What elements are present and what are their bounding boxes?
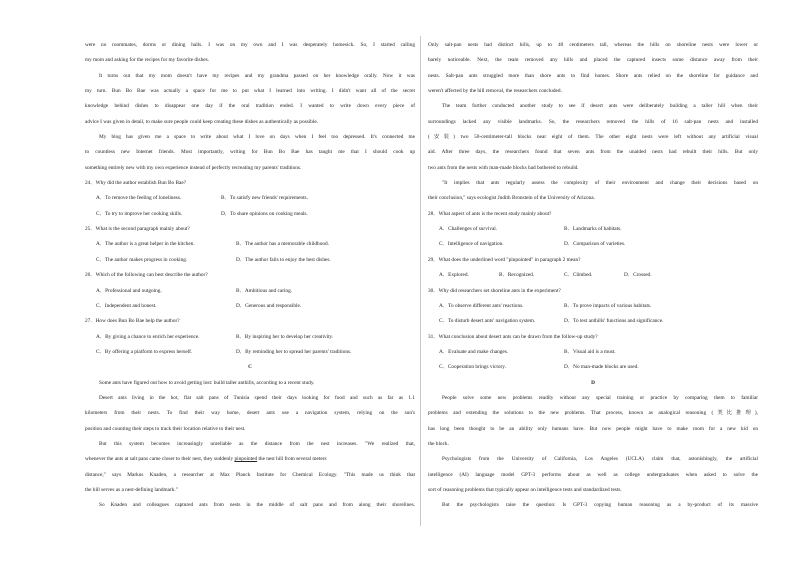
option-b[interactable]: B．Landmarks of habitats.	[564, 226, 622, 233]
text-line: But the psychologists raise the question: Is GPT-3 copying human reasoning as a by-product of its massive	[442, 502, 758, 509]
option-b[interactable]: B．To prove impacts of various habitats.	[564, 302, 652, 309]
option-b[interactable]: B．By inspiring her to develop her creativity.	[236, 333, 334, 340]
text-fragment: whenever the ants at salt pans came closer to their nest, they suddenly	[85, 456, 235, 463]
option-row	[85, 237, 415, 252]
option-row	[85, 253, 415, 268]
option-a[interactable]: A．By giving a chance to enrich her experience.	[96, 333, 200, 340]
option-c[interactable]: C．Cooperation brings victory.	[439, 364, 506, 371]
text-line: nests. Salt-pan ants struggled more than shore ants to find homes. Shore ants relied on the shoreline for guidance and	[428, 72, 758, 79]
option-d[interactable]: D．Crossed.	[624, 272, 652, 279]
option-d[interactable]: D．Comparison of varieties.	[564, 241, 626, 248]
option-row	[85, 330, 415, 345]
text-line: Some ants have figured out how to avoid getting lost: build taller anthills, according to a recent study.	[99, 379, 315, 386]
option-b[interactable]: B．To satisfy new friends' requirements.	[221, 195, 308, 202]
text-line: my turn. Bun Bo Bae was actually a space for me to put what I learned into writing. I didn't want all of the secret	[85, 88, 415, 95]
question-stem: 25．What is the second paragraph mainly about?	[85, 226, 190, 233]
text-line: The team further conducted another study to see if desert ants were deliberately building a taller hill when their	[442, 103, 758, 110]
text-line: weren't affected by the hill removal, the researchers concluded.	[428, 88, 562, 95]
text-line: two ants from the nests with man-made blocks had bothered to rebuild.	[428, 164, 579, 171]
text-line: Only salt-pan nests had distinct hills, up to 40 centimeters tall, whereas the hills on shoreline nests were lower or	[428, 42, 758, 48]
question-stem: 31．What conclusion about desert ants can be drawn from the follow-up study?	[428, 333, 598, 340]
option-a[interactable]: A．Evaluate and make changes.	[439, 348, 509, 355]
text-line: sort of reasoning problems that typically appear on intelligence tests and standardized tests.	[428, 486, 622, 493]
option-a[interactable]: A．To observe different ants' reactions.	[439, 302, 524, 309]
section-heading-c: C	[248, 364, 252, 371]
option-d[interactable]: D．The author fails to enjoy the best dishes.	[236, 256, 331, 263]
option-c[interactable]: C．To try to improve her cooking skills.	[96, 210, 183, 217]
option-row	[85, 345, 415, 360]
option-row	[428, 360, 758, 375]
option-b[interactable]: B．The author has a memorable childhood.	[236, 241, 329, 248]
left-column	[85, 38, 415, 514]
text-line: the hill serves as a nest-defining landmark."	[85, 486, 178, 493]
text-line: (安装) two 50-centimeter-tall blocks near eight of them. The other eight nests were left without any artificial visual	[428, 134, 758, 141]
option-row	[428, 345, 758, 360]
option-c[interactable]: C．The author makes progress in cooking.	[96, 256, 188, 263]
option-row	[428, 268, 758, 283]
text-line: something entirely new with my own experience instead of perfectly recreating my parents' traditions.	[85, 164, 302, 171]
text-line: But this system becomes increasingly unreliable as the distance from the nest increases. "We realized that,	[99, 440, 415, 447]
option-c[interactable]: C．Climbed.	[564, 272, 593, 279]
option-b[interactable]: B．Visual aid is a must.	[564, 348, 616, 355]
option-d[interactable]: D．To share opinions on cooking meals.	[221, 210, 308, 217]
text-line: So Knaden and colleagues captured ants from nests in the middle of salt pans and from along their shorelines.	[99, 502, 415, 509]
text-line: Psychologists from the University of California, Los Angeles (UCLA) claim that, astonishingly, the artificial	[442, 456, 758, 463]
option-a[interactable]: A．The author is a great helper in the kitchen.	[96, 241, 195, 248]
text-line: the block.	[428, 440, 449, 447]
text-line: their conclusion," says ecologist Judith Bronstein of the University of Arizona.	[428, 195, 595, 202]
option-row	[428, 222, 758, 237]
option-row	[428, 299, 758, 314]
option-b[interactable]: B．Recognized.	[499, 272, 535, 279]
text-line: intelligence (AI) language model GPT-3 performs about as well as college undergraduates when asked to solve the	[428, 471, 758, 478]
option-row	[428, 314, 758, 329]
question-stem: 24．Why did the author establish Bun Bo Bae?	[85, 180, 187, 187]
question-stem: 27．How does Bun Bo Bae help the author?	[85, 318, 180, 325]
option-a[interactable]: A．To remove the feeling of loneliness.	[96, 195, 182, 202]
right-column	[428, 38, 758, 514]
text-line: kilometers from their nests. To find their way home, desert ants use a navigation system, relying on the sun's	[85, 410, 415, 417]
option-d[interactable]: D．Generous and responsible.	[236, 302, 302, 309]
option-d[interactable]: D．By reminding her to spread her parents' traditions.	[236, 348, 352, 355]
text-line: surroundings lacked any visible landmarks. So, the researchers removed the hills of 16 salt-pan nests and installed	[428, 118, 758, 125]
text-line: "It implies that ants regularly assess the complexity of their environment and change their decisions based on	[442, 180, 758, 187]
column-divider	[420, 36, 421, 526]
option-b[interactable]: B．Ambitious and caring.	[236, 287, 293, 294]
option-c[interactable]: C．To disturb desert ants' navigation system.	[439, 318, 536, 325]
text-line: distance," says Markus Knaden, a researcher at Max Planck Institute for Chemical Ecology. "This made us think that	[85, 471, 415, 478]
option-row	[85, 191, 415, 206]
text-line: Desert ants living in the hot, flat salt pans of Tunisia spend their days looking for food and such as far as 1.1	[99, 394, 415, 401]
text-line: aid. After three days, the researchers found that seven ants from the unaided nests had rebuilt their hills. But only	[428, 149, 758, 156]
option-row	[85, 207, 415, 222]
text-line: were no roommates, dorms or dining halls. I was on my own and I was desperately homesick. So, I started calling	[85, 42, 415, 48]
text-line: problems and extending the solutions to the new problems. That process, known as analogical reasoning (类比推理),	[428, 410, 758, 417]
text-line: to countless new Internet friends. Most importantly, writing for Bun Bo Bae has taught me that I should cook up	[85, 149, 415, 156]
option-c[interactable]: C．Independent and honest.	[96, 302, 157, 309]
option-row	[85, 299, 415, 314]
text-line: My blog has given me a space to write about what I love on days when I feel too depressed. It's connected me	[99, 134, 415, 141]
option-a[interactable]: A．Challenges of survival.	[439, 226, 498, 233]
underlined-word: pinpointed	[234, 456, 258, 463]
text-line: People solve some new problems readily without any special training or practice by comparing them to familiar	[442, 394, 758, 401]
text-line: barely noticeable. Next, the team removed any hills and placed the captured insects some distance away from their	[428, 57, 758, 64]
option-row	[428, 237, 758, 252]
text-line	[85, 452, 415, 467]
text-line: position and counting their steps to track their location relative to their nest.	[85, 425, 246, 432]
text-line: my mom and asking for the recipes for my favorite dishes.	[85, 57, 210, 64]
option-c[interactable]: C．Intelligence of navigation.	[439, 241, 504, 248]
question-stem: 29．What does the underlined word "pinpointed" in paragraph 2 mean?	[428, 256, 581, 263]
text-line: has long been thought to be an ability only humans have. But now people might have to make room for a new kid on	[428, 425, 758, 432]
option-a[interactable]: A．Professional and outgoing.	[96, 287, 162, 294]
text-line: advice I was given in detail, to make sure people could keep creating these dishes as authentically as possible.	[85, 118, 318, 125]
option-a[interactable]: A．Explored.	[439, 272, 469, 279]
question-stem: 28．What aspect of ants is the recent study mainly about?	[428, 210, 552, 217]
text-fragment: the nest hill from several meters	[257, 456, 327, 463]
question-stem: 26．Which of the following can best describe the author?	[85, 272, 208, 279]
question-stem: 30．Why did researchers set shoreline ants in the experiment?	[428, 287, 561, 294]
section-heading-d: D	[591, 379, 595, 386]
option-d[interactable]: D．No man-made blocks are used.	[564, 364, 639, 371]
option-c[interactable]: C．By offering a platform to express herself.	[96, 348, 193, 355]
text-line: It turns out that my mom doesn't have my recipes and my grandma passed on her knowledge orally. Now it was	[99, 72, 415, 79]
option-d[interactable]: D．To test anthills' functions and significance.	[564, 318, 664, 325]
option-row	[85, 284, 415, 299]
text-line: knowledge behind dishes to disappear one day if the oral tradition ended. I wanted to write down every piece of	[85, 103, 415, 110]
